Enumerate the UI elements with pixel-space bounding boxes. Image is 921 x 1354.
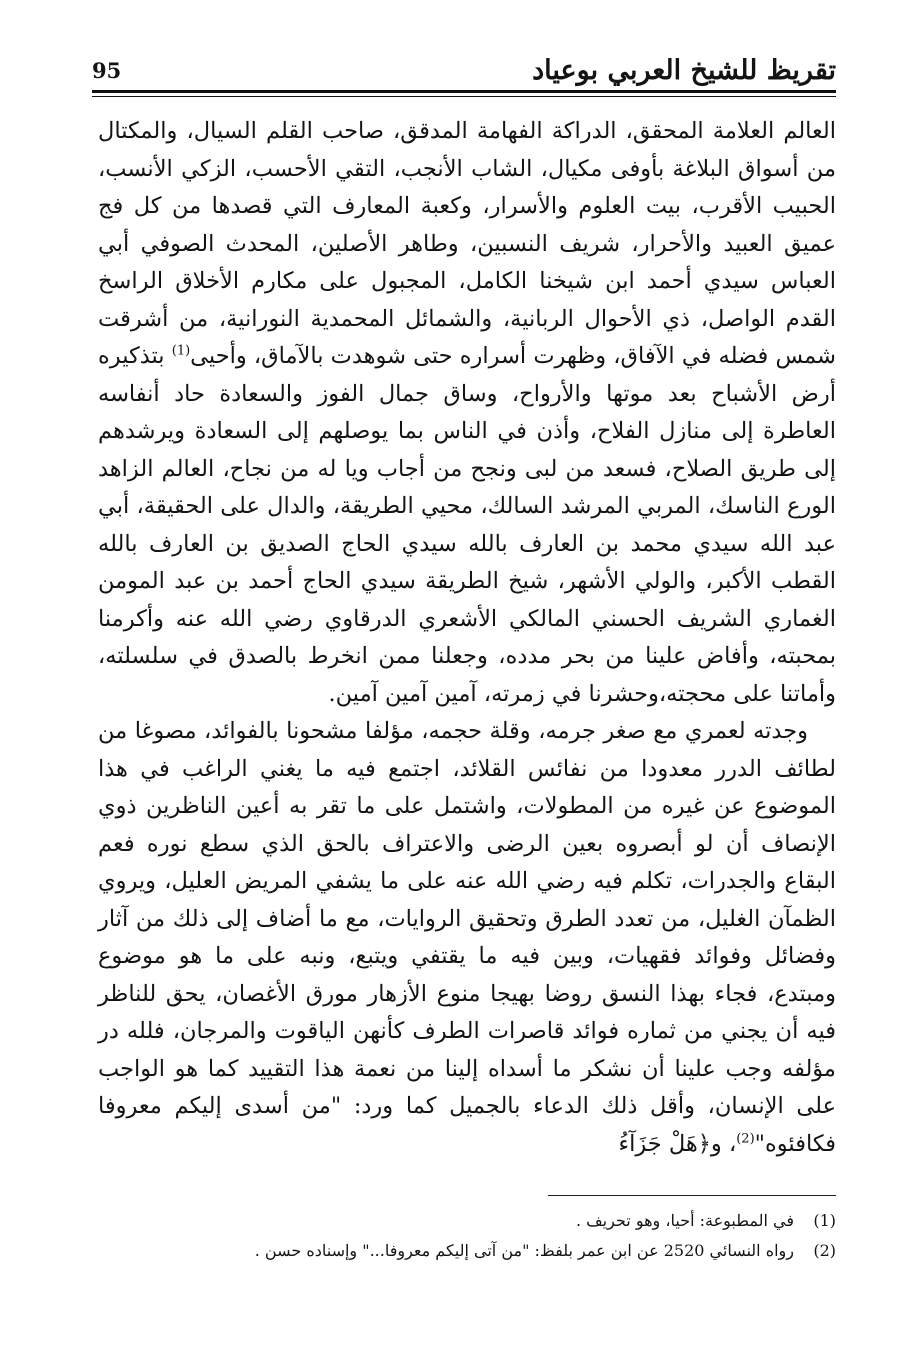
paragraph-1 — [98, 113, 836, 713]
footnote-ref-2[interactable]: (2) — [736, 1131, 755, 1146]
paragraph-text: بتذكيره أرض الأشباح بعد موتها والأرواح، وساق جمال الفوز والسعادة حاد أنفاسه العاطرة إلى منازل الفلاح، وأذن في الناس بما يوصلهم إلى السعادة ويرشدهم إلى طريق الصلاح، فسعد من لبى ونجح من أجاب ويا له من نجاح، العالم الزاهد الورع الناسك، المربي المرشد السالك، محيي الطريقة، والدال على الحقيقة، أبي عبد الله سيدي محمد بن العارف بالله سيدي الحاج الصديق بن العارف بالله القطب الأكبر، والولي الأشهر، شيخ الطريقة سيدي الحاج أحمد بن عبد المومن الغماري الشريف الحسني المالكي الأشعري الدرقاوي رضي الله عنه وأكرمنا بمحبته، وأفاض علينا من بحر مدده، وجعلنا ممن انخرط بالصدق في سلسلته، وأماتنا على محجته،وحشرنا في زمرته، آمين آمين آمين. — [98, 343, 836, 707]
footnote-number: (1) — [813, 1211, 836, 1230]
body-text — [98, 113, 836, 1163]
footnotes — [150, 1206, 836, 1266]
footnote-text: رواه النسائي 2520 عن ابن عمر بلفظ: "من آتى إليكم معروفا..." وإسناده حسن . — [254, 1241, 794, 1260]
footnote-text: في المطبوعة: أحيا، وهو تحريف . — [575, 1211, 794, 1230]
running-header — [92, 52, 836, 92]
footnote-number: (2) — [813, 1241, 836, 1260]
page-number: 95 — [92, 58, 122, 83]
paragraph-text: ، و﴿هَلْ جَزَآءُ — [618, 1130, 737, 1157]
header-rule-thin — [92, 96, 836, 97]
footnote-2 — [150, 1236, 836, 1266]
paragraph-text: وجدته لعمري مع صغر جرمه، وقلة حجمه، مؤلفا مشحونا بالفوائد، مصوغا من لطائف الدرر معدودا من نفائس القلائد، اجتمع فيه ما يغني الراغب في هذا الموضوع عن غيره من المطولات، واشتمل على ما تقر به أعين الناظرين ذوي الإنصاف أن لو أبصروه بعين الرضى والاعتراف بالحق الذي سطع نوره فعم البقاع والجدرات، تكلم فيه رضي الله عنه على ما يشفي المريض العليل، ويروي الظمآن الغليل، من تعدد الطرق وتحقيق الروايات، مع ما أضاف إلى ذلك من آثار وفضائل وفوائد فقهيات، وبين فيه ما يقتفي ويتبع، ونبه على ما هو موضوع ومبتدع، فجاء بهذا النسق روضا بهيجا منوع الأزهار مورق الأغصان، يحق للناظر فيه أن يجني من ثماره فوائد قاصرات الطرف كأنهن الياقوت والمرجان، فلله در مؤلفه وجب علينا أن نشكر ما أسداه إلينا من نعمة هذا التقييد كما هو الواجب على الإنسان، وأقل ذلك الدعاء بالجميل كما ورد: "من أسدى إليكم معروفا فكافئوه" — [98, 718, 836, 1157]
footnote-ref-1[interactable]: (1) — [171, 343, 191, 359]
footnote-separator — [548, 1195, 836, 1196]
paragraph-text: العالم العلامة المحقق، الدراكة الفهامة المدقق، صاحب القلم السيال، والمكتال من أسواق البلاغة بأوفى مكيال، الشاب الأنجب، التقي الأحسب، الزكي الأنسب، الحبيب الأقرب، بيت العلوم والأسرار، وكعبة المعارف التي قصدها من كل فج عميق العبيد والأحرار، شريف النسبين، وطاهر الأصلين، المحدث الصوفي أبي العباس سيدي أحمد ابن شيخنا الكامل، المجبول على مكارم الأخلاق الراسخ القدم الواصل، ذي الأحوال الربانية، والشمائل المحمدية النورانية، من أشرقت شمس فضله في الآفاق، وظهرت أسراره حتى شوهدت بالآماق، وأحيى — [98, 118, 836, 369]
header-title: تقريظ للشيخ العربي بوعياد — [532, 55, 836, 86]
header-rule — [92, 90, 836, 93]
footnote-1 — [150, 1206, 836, 1236]
paragraph-2 — [98, 713, 836, 1163]
